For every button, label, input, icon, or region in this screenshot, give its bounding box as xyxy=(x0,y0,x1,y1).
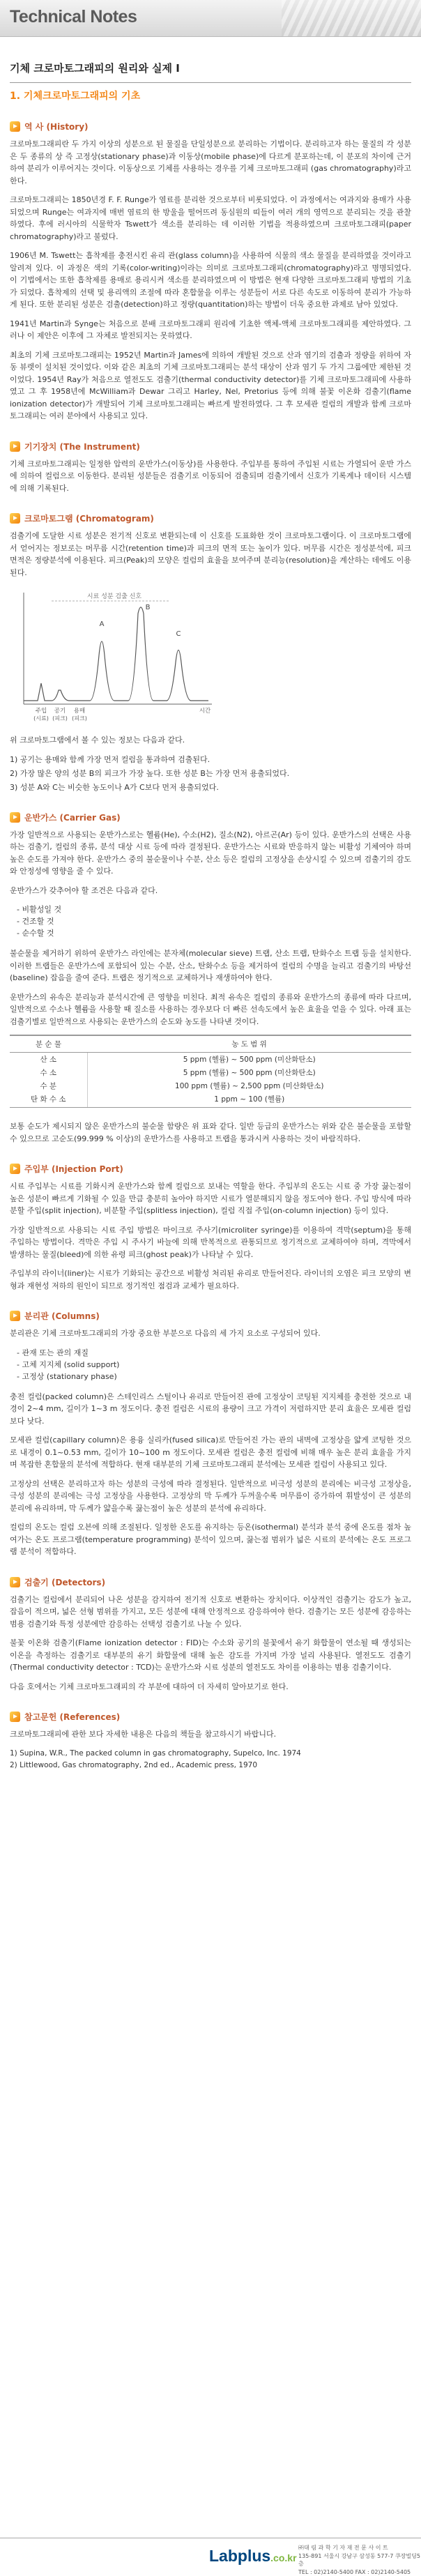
section-title: 검출기 (Detectors) xyxy=(24,1576,105,1588)
list-item: - 고체 지지체 (solid support) xyxy=(17,1359,411,1371)
list-item: - 순수할 것 xyxy=(17,927,411,939)
x-label-air: 공기 xyxy=(54,707,66,715)
bullet-arrow-icon xyxy=(10,441,20,452)
table-row xyxy=(10,1079,411,1092)
paragraph: 기체 크로마토그래피는 일정한 압력의 운반가스(이동상)를 사용한다. 주입부를 통하여 주입된 시료는 가열되어 운반 가스에 의하여 컬럼으로 이동한다. 분리된 성분들은 검출기로 이동되어 검출되며 검출기에서 신호가 기록계나 데이터 시스템에 의해 기록된다. xyxy=(10,458,411,495)
document-title: 기체 크로마토그래피의 원리와 실제 I xyxy=(10,61,411,83)
article-body xyxy=(0,121,421,1771)
bullet-arrow-icon xyxy=(10,1712,20,1722)
address-line: TEL : 02)2140-5400 FAX : 02)2140-5405 xyxy=(298,2568,421,2576)
paragraph: 위 크로마토그램에서 볼 수 있는 정보는 다음과 같다. xyxy=(10,734,411,747)
section-heading-references xyxy=(10,1711,411,1723)
section-heading-history xyxy=(10,121,411,132)
column-components-list xyxy=(17,1347,411,1382)
table-cell: 5 ppm (헬륨) ~ 500 ppm (미산화탄소) xyxy=(87,1066,411,1079)
table-cell: 산 소 xyxy=(10,1053,87,1067)
carrier-gas-conditions xyxy=(17,904,411,939)
paragraph: 분리관은 기체 크로마토그래피의 가장 중요한 부분으로 다음의 세 가지 요소로 구성되어 있다. xyxy=(10,1327,411,1340)
peak-label-a: A xyxy=(100,620,105,628)
footer xyxy=(0,2538,421,2576)
paragraph: 보통 순도가 제시되지 않은 운반가스의 불순물 함량은 위 표와 같다. 일반 등급의 운반가스는 위와 같은 불순물을 포함할 수 있으므로 고순도(99.999 % 이상)의 운반가스를 사용하고 트랩을 통과시켜 사용하는 것이 바람직하다. xyxy=(10,1120,411,1145)
chromatogram-info-list xyxy=(10,754,411,793)
table-cell: 5 ppm (헬륨) ~ 500 ppm (미산화탄소) xyxy=(87,1053,411,1067)
paragraph: 모세관 컬럼(capillary column)은 용융 실리카(fused silica)로 만들어진 가는 관의 내벽에 고정상을 얇게 코팅한 것으로 내경이 0.1~0.53 mm, 길이가 10~100 m 정도이다. 모세관 컬럼은 충전 컬럼에 비해 매우 높은 분리 효율을 가지며 복잡한 혼합물의 분석에 적합하다. 현재 대부분의 기체 크로마토그래피 분석에는 모세관 컬럼이 사용되고 있다. xyxy=(10,1434,411,1471)
reference-item: 2) Littlewood, Gas chromatography, 2nd ed., Academic press, 1970 xyxy=(10,1760,411,1771)
paragraph: 가장 일반적으로 사용되는 시료 주입 방법은 마이크로 주사기(microliter syringe)를 이용하여 격막(septum)을 통해 주입하는 방법이다. 격막은 주입 시 주사기 바늘에 의해 반복적으로 관통되므로 정기적으로 교체하여야 하며, 격막에서 발생하는 물질(bleed)에 의한 유령 피크(ghost peak)가 나타날 수 있다. xyxy=(10,1224,411,1261)
table-row xyxy=(10,1092,411,1108)
paragraph: 컬럼의 온도는 컬럼 오븐에 의해 조절된다. 일정한 온도를 유지하는 등온(isothermal) 분석과 분석 중에 온도를 점차 높여가는 온도 프로그램(temperature programming) 분석이 있으며, 끓는점 범위가 넓은 시료의 분석에는 온도 프로그램 분석이 적합하다. xyxy=(10,1521,411,1558)
list-item: - 고정상 (stationary phase) xyxy=(17,1371,411,1382)
chromatogram-svg xyxy=(10,586,219,729)
section-heading-instrument xyxy=(10,441,411,452)
bullet-arrow-icon xyxy=(10,1311,20,1321)
bullet-arrow-icon xyxy=(10,1164,20,1174)
paragraph: 가장 일반적으로 사용되는 운반가스로는 헬륨(He), 수소(H2), 질소(N2), 아르곤(Ar) 등이 있다. 운반가스의 선택은 사용하는 검출기, 컬럼의 종류, 분석 대상 시료 등에 따라 결정된다. 운반가스는 시료와 반응하지 않는 비활성 기체여야 하며 높은 순도를 가져야 한다. 운반가스 중의 불순물이나 수분, 산소 등은 컬럼의 고정상을 손상시킬 수 있으며 검출기의 감도와 안정성에 영향을 줄 수 있다. xyxy=(10,829,411,878)
paragraph: 충전 컬럼(packed column)은 스테인리스 스틸이나 유리로 만들어진 관에 고정상이 코팅된 지지체를 충전한 것으로 내경이 2~4 mm, 길이가 1~3 m 정도이다. 충전 컬럼은 시료의 용량이 크고 가격이 저렴하지만 분리 효율은 모세관 컬럼보다 낮다. xyxy=(10,1391,411,1428)
paragraph: 불꽃 이온화 검출기(Flame ionization detector : FID)는 수소와 공기의 불꽃에서 유기 화합물이 연소될 때 생성되는 이온을 측정하는 검출기로 대부분의 유기 화합물에 대해 높은 감도를 가지며 가장 널리 사용된다. 열전도도 검출기(Thermal conductivity detector : TCD)는 운반가스와 시료 성분의 열전도도 차이를 이용하는 범용 검출기이다. xyxy=(10,1637,411,1674)
table-cell: 수 분 xyxy=(10,1079,87,1092)
bullet-arrow-icon xyxy=(10,121,20,132)
paragraph: 크로마토그래피에 관한 보다 자세한 내용은 다음의 책들을 참고하시기 바랍니다. xyxy=(10,1728,411,1741)
paragraph: 불순물을 제거하기 위하여 운반가스 라인에는 분자체(molecular sieve) 트랩, 산소 트랩, 탄화수소 트랩 등을 설치한다. 이러한 트랩들은 운반가스에 포함되어 있는 수분, 산소, 탄화수소 등을 제거하여 컬럼의 수명을 늘리고 검출기의 바탕선(baseline) 잡음을 줄여 준다. 트랩은 정기적으로 교체하거나 재생하여야 한다. xyxy=(10,947,411,984)
bullet-arrow-icon xyxy=(10,812,20,823)
section-title: 크로마토그램 (Chromatogram) xyxy=(24,512,154,524)
list-item: 2) 가장 많은 양의 성분 B의 피크가 가장 높다. 또한 성분 B는 가장 먼저 용출되었다. xyxy=(10,768,411,779)
labplus-logo[interactable] xyxy=(209,2547,297,2566)
section-title: 주입부 (Injection Port) xyxy=(24,1163,123,1175)
paragraph: 운반가스가 갖추어야 할 조건은 다음과 같다. xyxy=(10,885,411,897)
brand-title: Technical Notes xyxy=(10,7,137,27)
bullet-arrow-icon xyxy=(10,513,20,524)
bullet-arrow-icon xyxy=(10,1577,20,1587)
reference-list xyxy=(10,1748,411,1771)
list-item: 3) 성분 A와 C는 비슷한 농도이나 A가 C보다 먼저 용출되었다. xyxy=(10,782,411,793)
table-cell: 수 소 xyxy=(10,1066,87,1079)
logo-suffix: .co.kr xyxy=(270,2552,296,2563)
section-title: 운반가스 (Carrier Gas) xyxy=(24,811,121,823)
paragraph: 검출기에 도달한 시료 성분은 전기적 신호로 변환되는데 이 신호를 도표화한 것이 크로마토그램이다. 이 크로마토그램에서 얻어지는 정보로는 머무름 시간(retention time)과 피크의 면적 또는 높이가 있다. 머무름 시간은 정성분석에, 피크 면적은 정량분석에 이용된다. 피크(Peak)의 모양은 컬럼의 효율을 보여주며 분리능(resolution)을 계산하는 데에도 이용된다. xyxy=(10,530,411,579)
document-subtitle: 1. 기체크로마토그래피의 기초 xyxy=(10,89,411,102)
list-item: - 비활성일 것 xyxy=(17,904,411,915)
table-header: 농 도 범 위 xyxy=(87,1035,411,1053)
paragraph: 고정상의 선택은 분리하고자 하는 성분의 극성에 따라 결정된다. 일반적으로 비극성 성분의 분리에는 비극성 고정상을, 극성 성분의 분리에는 극성 고정상을 사용한다. 고정상의 막 두께가 두꺼울수록 머무름이 증가하여 휘발성이 큰 성분의 분리에 유리하며, 막 두께가 얇을수록 끓는점이 높은 성분의 분석에 유리하다. xyxy=(10,1478,411,1515)
section-heading-chromatogram xyxy=(10,512,411,524)
x-label-time: 시간 xyxy=(199,707,211,715)
list-item: - 건조할 것 xyxy=(17,915,411,927)
section-heading-injection xyxy=(10,1163,411,1175)
reference-item: 1) Supina, W.R., The packed column in gas chromatography, Supelco, Inc. 1974 xyxy=(10,1748,411,1760)
address-line: 135-891 서울시 강남구 삼성동 577-7 쿠장빌딩5층 xyxy=(298,2552,421,2568)
chromatogram-figure xyxy=(10,586,411,731)
table-row xyxy=(10,1066,411,1079)
table-cell: 탄 화 수 소 xyxy=(10,1092,87,1108)
chromatogram-trace xyxy=(24,607,208,701)
section-heading-detectors xyxy=(10,1576,411,1588)
section-title: 기기장치 (The Instrument) xyxy=(24,441,140,452)
x-sublabel-injection: (시료) xyxy=(33,715,49,722)
table-cell: 100 ppm (헬륨) ~ 2,500 ppm (미산화탄소) xyxy=(87,1079,411,1092)
table-row xyxy=(10,1053,411,1067)
paragraph: 운반가스의 유속은 분리능과 분석시간에 큰 영향을 미친다. 최적 유속은 컬럼의 종류와 운반가스의 종류에 따라 다르며, 일반적으로 수소나 헬륨을 사용할 때 질소를 사용하는 경우보다 더 빠른 선속도에서 높은 효율을 얻을 수 있다. 아래 표는 검출기별로 일반적으로 사용되는 운반가스의 순도와 농도를 나타낸 것이다. xyxy=(10,991,411,1028)
company-address xyxy=(298,2544,421,2576)
peak-label-b: B xyxy=(146,604,151,611)
list-item: 1) 공기는 용매와 함께 가장 먼저 컬럼을 통과하여 검출된다. xyxy=(10,754,411,765)
section-title: 참고문헌 (References) xyxy=(24,1711,120,1723)
section-heading-carrier-gas xyxy=(10,811,411,823)
list-item: - 관재 또는 관의 재질 xyxy=(17,1347,411,1359)
paragraph: 다음 호에서는 기체 크로마토그래피의 각 부분에 대하여 더 자세히 알아보기로 한다. xyxy=(10,1681,411,1693)
paragraph: 1941년 Martin과 Synge는 처음으로 분배 크로마토그래피 원리에 기초한 액체-액체 크로마토그래피를 제안하였다. 그러나 이 제안은 이후에 그 자체로 발전되지는 못하였다. xyxy=(10,318,411,342)
peak-label-c: C xyxy=(176,630,181,638)
paragraph: 크로마토그래피란 두 가지 이상의 성분으로 된 물질을 단일성분으로 분리하는 기법이다. 분리하고자 하는 물질의 각 성분은 두 종류의 상 즉 고정상(stationary phase)과 이동상(mobile phase)에 다르게 분포하는데, 이 분포의 차이에 근거하여 분리가 이루어지는 것이다. 이동상으로 기체를 사용하는 경우를 기체 크로마토그래피 (gas chromatography)라고 한다. xyxy=(10,138,411,187)
impurity-table xyxy=(10,1035,411,1108)
section-title: 역 사 (History) xyxy=(24,121,89,132)
table-cell: 1 ppm ~ 100 (헬륨) xyxy=(87,1092,411,1108)
paragraph: 시료 주입부는 시료를 기화시켜 운반가스와 함께 컬럼으로 보내는 역할을 한다. 주입부의 온도는 시료 중 가장 끓는점이 높은 성분이 빠르게 기화될 수 있을 만큼 충분히 높아야 하지만 시료가 열분해되지 않을 정도여야 한다. 주입 방식에 따라 분할 주입(split injection), 비분할 주입(splitless injection), 컬럼 직접 주입(on-column injection) 등이 있다. xyxy=(10,1180,411,1217)
table-header: 분 순 물 xyxy=(10,1035,87,1053)
x-sublabel-solvent: (피크) xyxy=(72,715,87,722)
x-label-injection: 주입 xyxy=(36,707,47,715)
header-decoration xyxy=(282,0,421,36)
chart-axis-title: 시료 성분 검출 신호 xyxy=(87,592,141,600)
paragraph: 크로마토그래피는 1850년경 F. F. Runge가 염료를 분리한 것으로부터 비롯되었다. 이 과정에서는 여과지와 용매가 사용되었으며 Runge는 여과지에 매번 염료의 한 방울을 떨어뜨려 동심원의 띠들이 여러 개의 영역으로 분리되는 것을 관찰하였다. 후에 러시아의 식물학자 Tswett가 색소를 분리하는 데 이러한 기법을 적용하였으며 크로마토그래피(paper chromatography)라고 불렀다. xyxy=(10,194,411,243)
x-label-solvent: 용매 xyxy=(74,707,85,715)
section-heading-columns xyxy=(10,1310,411,1322)
paragraph: 검출기는 컬럼에서 분리되어 나온 성분을 감지하여 전기적 신호로 변환하는 장치이다. 이상적인 검출기는 감도가 높고, 잡음이 적으며, 넓은 선형 범위를 가지고, 모든 성분에 대해 안정적으로 감응하여야 한다. 검출기는 모든 성분에 감응하는 범용 검출기와 특정 성분에만 감응하는 선택성 검출기로 나눌 수 있다. xyxy=(10,1594,411,1631)
paragraph: 주입부의 라이너(liner)는 시료가 기화되는 공간으로 비활성 처리된 유리로 만들어진다. 라이너의 오염은 피크 모양의 변형과 재현성 저하의 원인이 되므로 정기적인 점검과 교체가 필요하다. xyxy=(10,1267,411,1292)
paragraph: 최초의 기체 크로마토그래피는 1952년 Martin과 James에 의하여 개발된 것으로 산과 염기의 검출과 정량을 위하여 자동 뷰렛이 설치된 것이었다. 이와 같은 최초의 기체 크로마토그래피는 분석 대상이 산과 염기 두 가지 그룹에만 제한된 것이었다. 1954년 Ray가 처음으로 열전도도 검출기(thermal conductivity detector)를 기체 크로마토그래피에 사용하였고 그 후 1958년에 McWilliam과 Dewar 그리고 Harley, Nel, Pretorius 등에 의해 불꽃 이온화 검출기(flame ionization detector)가 개발되어 기체 크로마토그래피는 빠르게 발전하였다. 그 후 모세관 컬럼의 개발과 함께 크로마토그래피는 여러 분야에서 사용되고 있다. xyxy=(10,349,411,422)
header-banner xyxy=(0,0,421,37)
paragraph: 1906년 M. Tswett는 흡착제를 충전시킨 유리 관(glass column)을 사용하여 식물의 색소 물질을 분리하였을 것이라고 알려져 있다. 이 과정은 색의 기록(color-writing)이라는 의미로 크로마토그래피(chromatography)라고 명명되었다. 이 기법에서는 또한 흡착제를 용매로 용리시켜 색소를 분리하였으며 이 방법은 현재 다양한 크로마토그래피 방법의 기초가 되었다. 흡착제의 선택 및 용리액의 조절에 따라 혼합물을 이루는 성분들이 서로 다른 속도로 이동하여 분리가 가능하게 된다. 또한 분리된 성분은 검출(detection)하고 정량(quantitation)하는 방법이 더욱 중요한 과제로 남아 있었다. xyxy=(10,250,411,311)
logo-text: Labplus xyxy=(209,2547,270,2565)
x-sublabel-air: (피크) xyxy=(52,715,68,722)
section-title: 분리관 (Columns) xyxy=(24,1310,100,1322)
address-line: ㈜대 림 과 학 기 자 재 전 문 사 이 트 xyxy=(298,2544,421,2552)
